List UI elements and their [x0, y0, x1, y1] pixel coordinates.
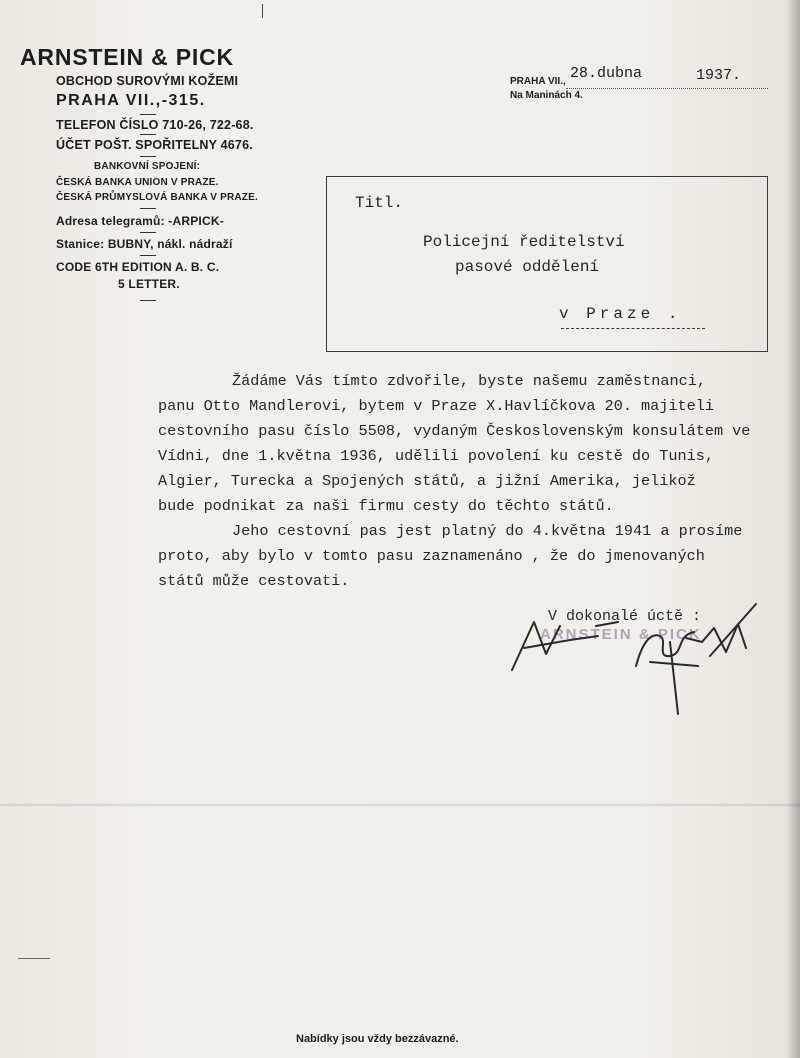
date-day-month: 28.dubna: [570, 65, 643, 82]
footer-note: Nabídky jsou vždy bezzávazné.: [296, 1033, 459, 1045]
postal-account: ÚČET POŠT. SPOŘITELNY 4676.: [56, 138, 253, 152]
address-underline: [561, 328, 705, 329]
body-line: Algier, Turecka a Spojených států, a jižní Amerika, jelikož: [158, 472, 696, 490]
body-line: panu Otto Mandlerovi, bytem v Praze X.Havlíčkova 20. majiteli: [158, 397, 714, 415]
telegraph-code-letter: 5 LETTER.: [118, 277, 180, 291]
letterhead-divider: [140, 255, 156, 256]
letterhead-divider: [140, 232, 156, 233]
letterhead-divider: [140, 114, 156, 115]
bank-line-1: ČESKÁ BANKA UNION V PRAZE.: [56, 177, 219, 188]
date-year: 1937.: [696, 67, 742, 84]
bank-heading: BANKOVNÍ SPOJENÍ:: [94, 161, 201, 172]
letterhead-divider: [140, 156, 156, 157]
bank-line-2: ČESKÁ PRŮMYSLOVÁ BANKA V PRAZE.: [56, 192, 258, 203]
date-dotted-line: [566, 88, 768, 89]
closing-phrase: V dokonalé úctě :: [548, 608, 702, 625]
railway-station: Stanice: BUBNY, nákl. nádraží: [56, 237, 233, 251]
paper-fold-line: [0, 803, 800, 807]
company-city: PRAHA VII.,-315.: [56, 92, 206, 109]
letterhead-divider: [140, 134, 156, 135]
address-line-3: v Praze .: [559, 305, 682, 323]
company-stamp: ARNSTEIN & PICK: [540, 626, 702, 643]
letterhead-divider: [140, 300, 156, 301]
paper-edge-shadow: [786, 0, 800, 1058]
company-name: ARNSTEIN & PICK: [20, 44, 234, 70]
address-line-1: Policejní ředitelství: [423, 233, 625, 251]
left-fold-mark: [18, 958, 50, 959]
address-salutation: Titl.: [355, 194, 404, 212]
top-fold-mark: [262, 4, 263, 18]
sender-street: Na Maninách 4.: [510, 90, 583, 101]
body-line: cestovního pasu číslo 5508, vydaným Československým konsulátem ve: [158, 422, 751, 440]
body-line: států může cestovati.: [158, 572, 350, 590]
handwritten-signature: [500, 596, 800, 726]
date-place: PRAHA VII.,: [510, 76, 566, 87]
letterhead-divider: [140, 208, 156, 209]
company-phone: TELEFON ČÍSLO 710-26, 722-68.: [56, 118, 254, 132]
telegram-address: Adresa telegramů: -ARPICK-: [56, 214, 224, 228]
body-line: bude podnikat za naši firmu cesty do těchto států.: [158, 497, 614, 515]
company-trade: OBCHOD SUROVÝMI KOŽEMI: [56, 74, 239, 88]
address-window: [326, 176, 768, 352]
telegraph-code: CODE 6TH EDITION A. B. C.: [56, 260, 220, 274]
body-line: Vídni, dne 1.května 1936, udělili povolení ku cestě do Tunis,: [158, 447, 714, 465]
date-block: [510, 62, 772, 102]
address-line-2: pasové oddělení: [455, 258, 600, 276]
body-line: proto, aby bylo v tomto pasu zaznamenáno , že do jmenovaných: [158, 547, 705, 565]
body-line: Jeho cestovní pas jest platný do 4.května 1941 a prosíme: [232, 522, 743, 540]
body-line: Žádáme Vás tímto zdvořile, byste našemu zaměstnanci,: [232, 372, 706, 390]
